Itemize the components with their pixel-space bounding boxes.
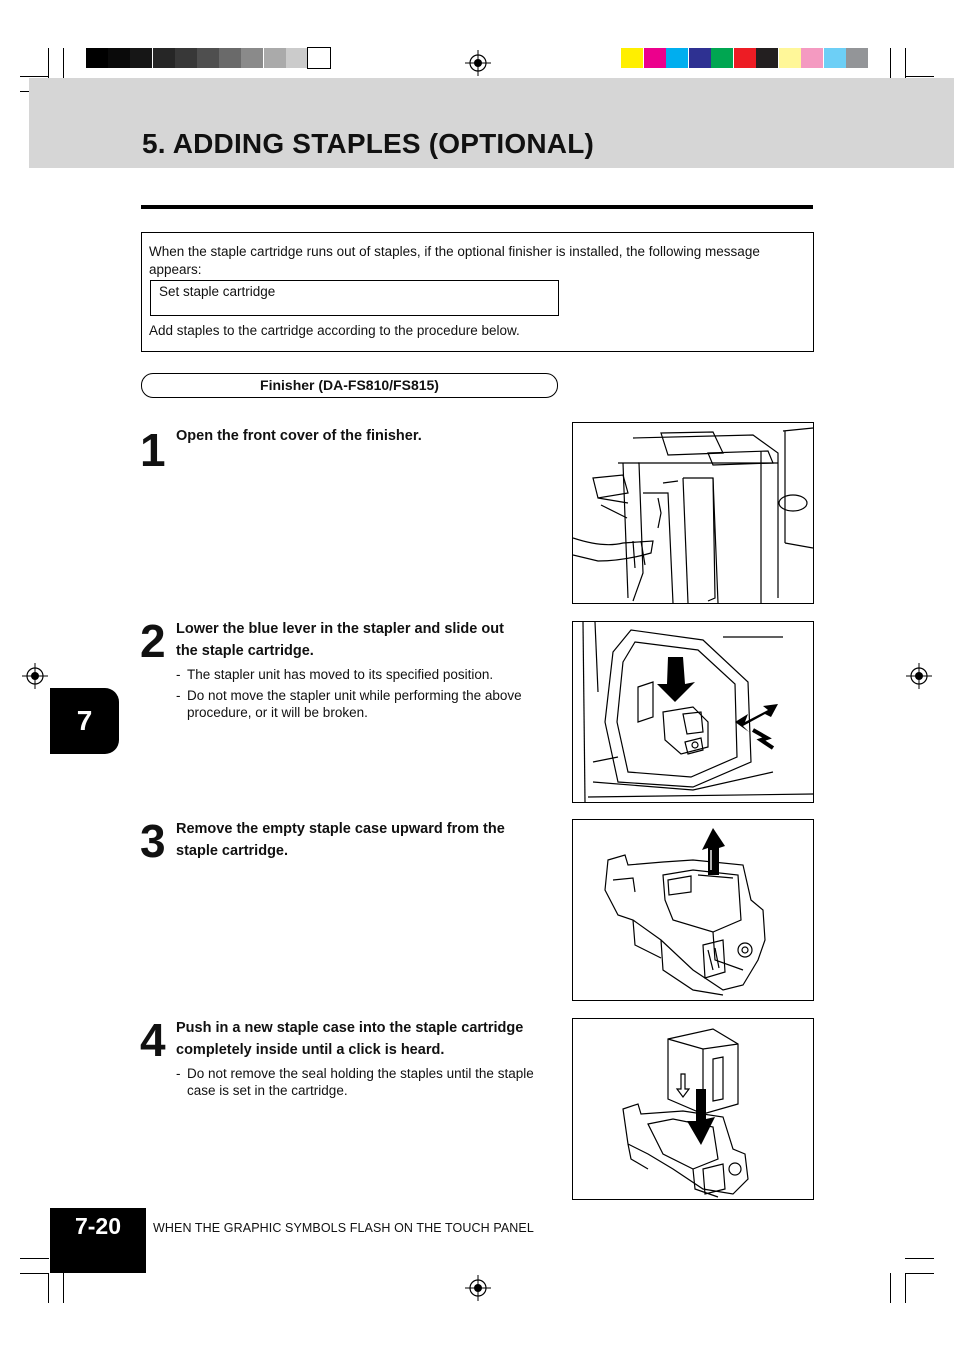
- step-4-title-line-1: Push in a new staple case into the staple cartridge: [176, 1020, 524, 1036]
- step-4-number: 4: [140, 1014, 165, 1066]
- step-2-note-2: [176, 687, 560, 721]
- step-2-illustration: [572, 621, 814, 803]
- step-2-note-2-line-2: procedure, or it will be broken.: [187, 705, 368, 720]
- step-4-note-1-line-1: Do not remove the seal holding the staples until the staple: [187, 1066, 534, 1081]
- gray-swatch: [286, 48, 308, 68]
- step-4-note-1-line-2: case is set in the cartridge.: [187, 1083, 348, 1098]
- panel-message-text: Set staple cartridge: [159, 284, 276, 299]
- color-swatch: [779, 48, 801, 68]
- step-1-title-line-1: Open the front cover of the finisher.: [176, 428, 422, 444]
- color-swatch: [756, 48, 778, 68]
- remove-empty-staple-case-drawing: [573, 820, 813, 1000]
- color-swatch: [689, 48, 711, 68]
- stapler-lever-cartridge-drawing: [573, 622, 813, 802]
- gray-swatch: [86, 48, 108, 68]
- step-2-title-line-1: Lower the blue lever in the stapler and slide out: [176, 621, 504, 637]
- step-1-number: 1: [140, 424, 165, 476]
- registration-target-left: [22, 663, 48, 689]
- section-heading: Finisher (DA-FS810/FS815): [141, 373, 558, 398]
- note-dash: -: [176, 688, 181, 703]
- gray-swatch: [130, 48, 152, 68]
- step-4-illustration: [572, 1018, 814, 1200]
- page-title: 5. ADDING STAPLES (OPTIONAL): [142, 128, 595, 159]
- color-swatch: [824, 48, 846, 68]
- step-4-title-line-2: completely inside until a click is heard.: [176, 1042, 445, 1058]
- color-swatch: [621, 48, 643, 68]
- running-footer: WHEN THE GRAPHIC SYMBOLS FLASH ON THE TOUCH PANEL: [153, 1221, 534, 1235]
- note-dash: -: [176, 1066, 181, 1081]
- registration-target-right: [906, 663, 932, 689]
- color-swatch: [711, 48, 733, 68]
- gray-swatch: [219, 48, 241, 68]
- step-2-title-line-2: the staple cartridge.: [176, 643, 314, 659]
- message-intro-line-2: appears:: [149, 262, 202, 277]
- step-2-note-1-line-1: The stapler unit has moved to its specified position.: [187, 667, 494, 682]
- step-2-number: 2: [140, 615, 165, 667]
- step-3-number: 3: [140, 815, 165, 867]
- step-4-note-1: [176, 1065, 560, 1099]
- color-swatch: [846, 48, 868, 68]
- title-rule: [141, 205, 813, 209]
- color-swatch: [734, 48, 756, 68]
- step-3-title-line-2: staple cartridge.: [176, 843, 289, 859]
- color-swatch: [644, 48, 666, 68]
- step-2-note-2-line-1: Do not move the stapler unit while performing the above: [187, 688, 522, 703]
- color-swatch: [666, 48, 688, 68]
- gray-swatch: [197, 48, 219, 68]
- registration-target-bottom: [465, 1275, 491, 1301]
- gray-swatch: [175, 48, 197, 68]
- gray-swatch: [108, 48, 130, 68]
- step-1-illustration: [572, 422, 814, 604]
- chapter-tab: 7: [50, 688, 119, 754]
- page-number: 7-20: [74, 1213, 122, 1239]
- note-dash: -: [176, 667, 181, 682]
- step-3-title-line-1: Remove the empty staple case upward from the: [176, 821, 505, 837]
- gray-swatch: [308, 48, 330, 68]
- gray-swatch: [241, 48, 263, 68]
- insert-new-staple-case-drawing: [573, 1019, 813, 1199]
- gray-swatch: [264, 48, 286, 68]
- message-intro-line-1: When the staple cartridge runs out of staples, if the optional finisher is installed, the following message: [149, 244, 760, 259]
- message-outro: Add staples to the cartridge according to the procedure below.: [149, 323, 520, 338]
- finisher-front-cover-open-drawing: [573, 423, 813, 603]
- registration-target-top: [465, 50, 491, 76]
- step-3-illustration: [572, 819, 814, 1001]
- color-swatch: [801, 48, 823, 68]
- gray-swatch: [153, 48, 175, 68]
- step-2-note-1: [176, 666, 560, 683]
